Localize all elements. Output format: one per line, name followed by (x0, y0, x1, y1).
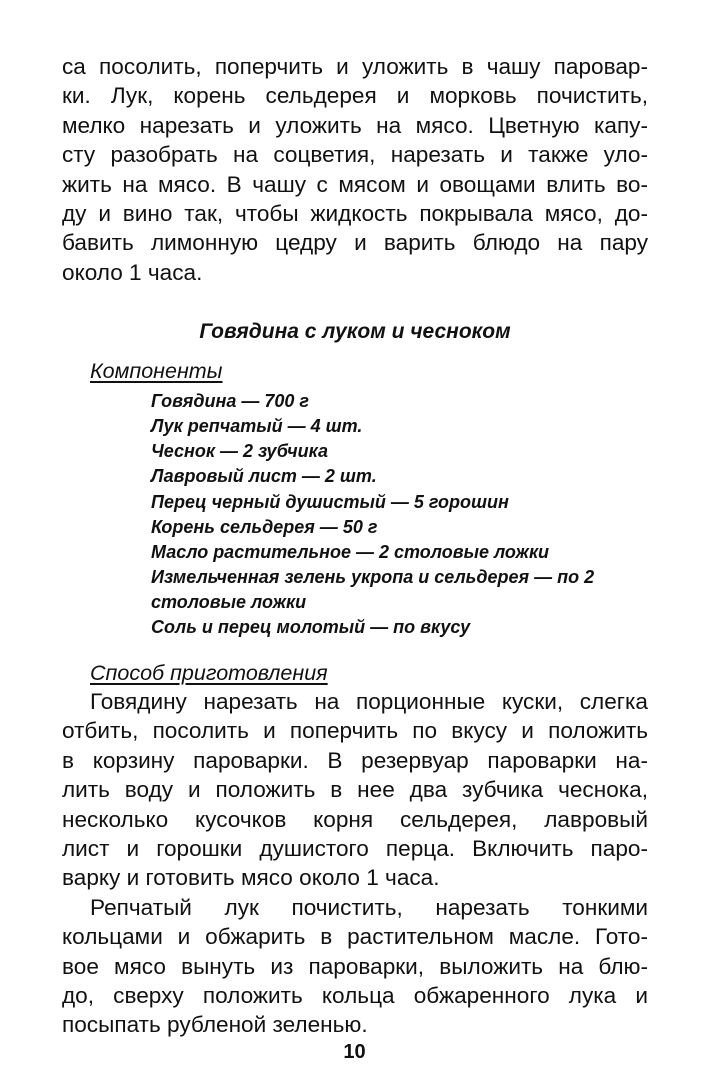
method-line: Репчатый лук почистить, нарезать тонкими (90, 894, 648, 920)
components-heading: Компоненты (90, 359, 223, 384)
ingredient-item: Лавровый лист — 2 шт. (151, 466, 377, 487)
method-paragraph (62, 893, 648, 1040)
method-heading: Способ приготовления (90, 661, 328, 686)
page-content (62, 52, 648, 1040)
ingredient-item: столовые ложки (151, 591, 307, 612)
ingredient-item: Чеснок — 2 зубчика (151, 441, 329, 462)
ingredient-item: Корень сельдерея — 50 г (151, 516, 378, 537)
method-line: лист и горошки душистого перца. Включить паро- (62, 836, 648, 862)
method-line: кольцами и обжарить в растительном масле. Гото- (62, 924, 648, 950)
method-line: лить воду и положить в нее два зубчика чеснока, (62, 777, 648, 803)
intro-line: около 1 часа. (62, 259, 203, 285)
method-line: посыпать рубленой зеленью. (62, 1012, 368, 1038)
recipe-title: Говядина с луком и чесноком (199, 320, 511, 344)
ingredient-item: Измельченная зелень укропа и сельдерея — по 2 (151, 566, 595, 587)
ingredient-item: Перец черный душистый — 5 горошин (151, 491, 509, 512)
ingredient-item: Масло растительное — 2 столовые ложки (151, 541, 550, 562)
intro-line: бавить лимонную цедру и варить блюдо на пару (62, 230, 648, 256)
intro-line: ду и вино так, чтобы жидкость покрывала мясо, до- (62, 200, 648, 226)
intro-line: сту разобрать на соцветия, нарезать и также уло- (62, 142, 648, 168)
ingredient-item: Лук репчатый — 4 шт. (151, 416, 363, 437)
intro-line: жить на мясо. В чашу с мясом и овощами влить во- (62, 171, 648, 197)
method-line: варку и готовить мясо около 1 часа. (62, 865, 440, 891)
ingredients-list (62, 385, 648, 640)
method-line: в корзину пароварки. В резервуар пароварки на- (62, 747, 648, 773)
method-line: несколько кусочков корня сельдерея, лавровый (62, 806, 648, 832)
page-number: 10 (343, 1041, 366, 1063)
intro-line: мелко нарезать и уложить на мясо. Цветную капу- (62, 112, 648, 138)
ingredient-item: Соль и перец молотый — по вкусу (151, 616, 471, 637)
intro-line: са посолить, поперчить и уложить в чашу паровар- (62, 54, 648, 79)
intro-line: ки. Лук, корень сельдерея и морковь почистить, (62, 83, 648, 109)
intro-paragraph (62, 52, 648, 287)
method-line: до, сверху положить кольца обжаренного лука и (62, 982, 648, 1008)
method-line: Говядину нарезать на порционные куски, слегка (90, 689, 648, 715)
method-line: вое мясо вынуть из пароварки, выложить на блю- (62, 953, 648, 979)
ingredient-item: Говядина — 700 г (151, 391, 310, 412)
method-line: отбить, посолить и поперчить по вкусу и положить (62, 718, 648, 744)
method-paragraph (62, 687, 648, 893)
